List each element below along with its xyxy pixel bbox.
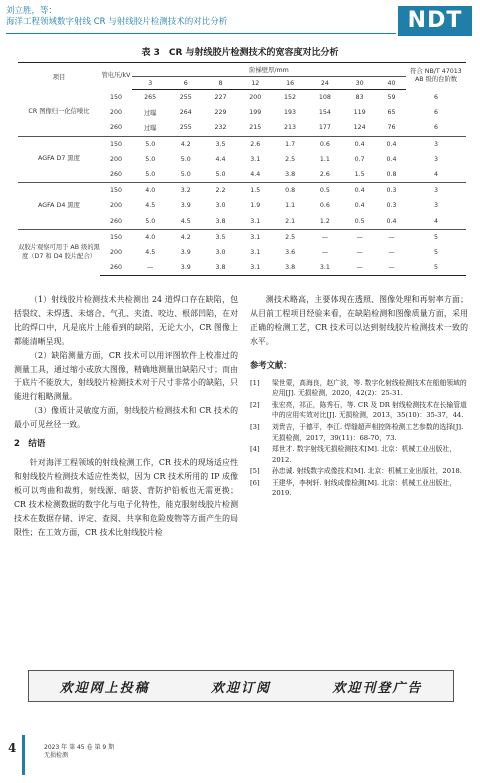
reference-text: 孙忠诚. 射线数字成像技术[M]. 北京：机械工业出版社，2018.: [272, 467, 462, 476]
table-cell: 3.0: [215, 202, 226, 210]
table-cell: 59: [387, 94, 396, 102]
table-cell: 4: [433, 217, 438, 225]
reference-item: [250, 478, 468, 499]
table-cell: 4.4: [250, 171, 261, 179]
table-cell: 3.1: [250, 217, 261, 225]
table-cell: 0.6: [319, 202, 330, 210]
table-cell: 5.0: [145, 171, 156, 179]
table-cell: —: [307, 229, 342, 245]
footer-bar: [22, 735, 25, 775]
reference-text: 刘贵吉，于德平，李江. 焊缝超声相控阵检测工艺参数的选择[J]. 无损检测，2017，39(11)：68-70，73.: [272, 422, 464, 442]
table-cell: 265: [144, 94, 157, 102]
table-cell: 3.8: [285, 171, 296, 179]
banner-text: 欢迎订阅: [210, 680, 271, 696]
table-cell: 0.7: [354, 155, 365, 163]
table-cell: 3.8: [215, 217, 226, 225]
table-cell: 过曝: [143, 110, 157, 118]
group-label: AGFA D7 黑度: [18, 136, 100, 183]
footer-issue: 2023 年 第 45 卷 第 9 期: [44, 744, 115, 751]
table-cell: 4.5: [145, 248, 156, 256]
group-label: CR 图像归一化信噪比: [28, 108, 90, 116]
table-cell: 3.8: [273, 260, 308, 276]
thickness-header: 12: [238, 77, 273, 90]
left-column: [14, 293, 238, 539]
reference-number: [2]: [250, 400, 260, 409]
table-cell: 3.1: [238, 260, 273, 276]
table-row: [18, 183, 466, 199]
table-cell: 108: [318, 94, 331, 102]
table-cell: 154: [318, 109, 331, 117]
table-cell: —: [321, 248, 328, 256]
table-cell: 2.1: [285, 217, 296, 225]
header-rule: [6, 33, 396, 34]
thickness-header: 6: [168, 77, 203, 90]
table-cell: 229: [214, 109, 227, 117]
table-cell: 0.4: [354, 202, 365, 210]
reference-number: [6]: [250, 478, 260, 487]
table-cell: 3: [433, 155, 438, 163]
table-cell: 1.7: [273, 136, 308, 152]
reference-text: 张宏亮，祁正，陈秀石，等. CR 及 DR 射线检测技术在长输管道中的应用实效对比[J]. 无损检测，2013，35(10)：35-37，44.: [272, 400, 467, 420]
reference-text: 郑世才. 数字射线无损检测技术[M]. 北京：机械工业出版社，2012.: [272, 445, 457, 464]
table-cell: 3.2: [168, 183, 203, 199]
table-cell: 200: [109, 109, 123, 117]
table-cell: —: [132, 260, 168, 276]
table-cell: 4.0: [132, 183, 168, 199]
reference-item: [250, 400, 468, 421]
comparison-table: [18, 62, 466, 276]
banner-text: 欢迎网上投稿: [59, 680, 150, 696]
table-cell: 3: [433, 202, 438, 210]
table-cell: 150: [100, 229, 132, 245]
table-cell: 6: [433, 93, 438, 101]
table-cell: 199: [249, 109, 262, 117]
table-cell: 3.5: [203, 229, 238, 245]
footer-journal: 无损检测: [44, 752, 69, 759]
thickness-header: 30: [342, 77, 377, 90]
thickness-header: 16: [273, 77, 308, 90]
table-cell: 227: [214, 94, 227, 102]
table-cell: 177: [318, 124, 331, 132]
table-cell: 150: [100, 183, 132, 199]
table-cell: 6: [433, 124, 438, 132]
thickness-header: 3: [132, 77, 168, 90]
table-cell: 4: [433, 171, 438, 179]
thickness-header: 24: [307, 77, 342, 90]
table-cell: 5: [406, 260, 466, 276]
reference-item: [250, 444, 468, 465]
table-cell: 0.3: [377, 183, 406, 199]
group-label: AGFA D4 黑度: [18, 183, 100, 230]
reference-list: [250, 378, 468, 500]
table-cell: 2.2: [203, 183, 238, 199]
table-cell: 255: [179, 124, 192, 132]
table-cell: 0.8: [273, 183, 308, 199]
table-cell: 119: [353, 109, 366, 117]
col-item-header: 项目: [18, 63, 100, 90]
table-cell: 5.0: [145, 217, 156, 225]
table-cell: 1.9: [250, 202, 261, 210]
footer-info: [44, 744, 114, 760]
header-title: [6, 6, 227, 28]
table-cell: 5.0: [215, 171, 226, 179]
table-row: [18, 136, 466, 152]
table-cell: 232: [214, 124, 227, 132]
col-kv-header: 管电压/kV: [100, 63, 132, 90]
table-cell: 1.1: [319, 155, 330, 163]
table-cell: 过曝: [143, 125, 157, 133]
table-cell: 3: [406, 183, 466, 199]
table-cell: 152: [284, 94, 297, 102]
table-cell: 0.6: [307, 136, 342, 152]
table-cell: 264: [179, 109, 192, 117]
table-cell: 3.5: [203, 136, 238, 152]
paragraph: 测技术略高，主要体现在透照、图像处理和再射率方面；从目前工程项目经验来看，在缺陷检测和图像质量方面，采用正确的检测工艺，CR 技术可以达到射线胶片检测技术一致的水平。: [250, 295, 468, 346]
table-cell: 5: [433, 248, 438, 256]
table-cell: 3.6: [285, 248, 296, 256]
table-cell: 124: [353, 124, 366, 132]
table-cell: 2.6: [238, 136, 273, 152]
table-cell: 3.9: [180, 202, 191, 210]
paragraph: （3）像质计灵敏度方面，射线胶片检测技术和 CR 技术的最小可见丝径一致。: [14, 406, 238, 430]
promo-banner: [28, 670, 454, 702]
table-cell: 4.4: [215, 155, 226, 163]
table-cell: 4.5: [180, 217, 191, 225]
table-cell: 0.4: [342, 136, 377, 152]
table-cell: 193: [284, 109, 297, 117]
table-cell: 3.9: [168, 260, 203, 276]
paragraph: （2）缺陷测量方面，CR 技术可以用评图软件上校准过的测量工具，通过缩小或放大图像，精确地测量出缺陷尺寸；而由于底片不能放大，射线胶片检测技术对于尺寸非常小的缺陷，只能进行粗略测量。: [14, 350, 238, 402]
thickness-header: 8: [203, 77, 238, 90]
header-authors: 刘立胜，等：: [6, 6, 58, 16]
table-cell: 76: [387, 124, 396, 132]
table-cell: 4.2: [168, 136, 203, 152]
running-header: [0, 0, 480, 40]
table-cell: —: [377, 229, 406, 245]
table-cell: —: [388, 248, 395, 256]
table-cell: 3.1: [238, 229, 273, 245]
table-cell: —: [356, 248, 363, 256]
section-heading: 2 结语: [14, 439, 46, 450]
table-cell: 260: [100, 260, 132, 276]
table-cell: —: [342, 260, 377, 276]
table-cell: 0.5: [354, 217, 365, 225]
table-cell: 0.4: [386, 217, 397, 225]
table-cell: 3.0: [215, 248, 226, 256]
thickness-header: 40: [377, 77, 406, 90]
reference-item: [250, 422, 468, 443]
table-cell: 255: [179, 94, 192, 102]
table-cell: 3: [406, 136, 466, 152]
table-cell: 2.6: [319, 171, 330, 179]
table-cell: 200: [109, 202, 123, 210]
table-cell: 3.1: [250, 155, 261, 163]
references-heading: 参考文献：: [250, 359, 292, 370]
table-cell: 260: [109, 171, 123, 179]
table-cell: 6: [433, 109, 438, 117]
reference-number: [1]: [250, 378, 260, 387]
table-cell: 0.4: [386, 155, 397, 163]
table-cell: 200: [109, 155, 123, 163]
paragraph: （1）射线胶片检测技术共检测出 24 道焊口存在缺陷，包括裂纹、未焊透、未熔合、气孔、夹渣、咬边、根部凹陷，在对比的焊口中，凡是底片上能看到的缺陷，无论大小，CR 图像上都能清晰呈现。: [14, 295, 238, 346]
table-cell: 65: [387, 109, 396, 117]
table-cell: 1.5: [354, 171, 365, 179]
col-standard-header: 符合 NB/T 47013 AB 级的台阶数: [406, 63, 466, 90]
table-cell: 3.9: [180, 248, 191, 256]
table-row: [18, 90, 466, 106]
reference-text: 王建华，李树轩. 射线成像检测[M]. 北京：机械工业出版社，2019.: [272, 478, 457, 498]
table-cell: 0.4: [377, 136, 406, 152]
table-cell: 260: [109, 217, 123, 225]
table-cell: 4.0: [132, 229, 168, 245]
table-cell: 260: [109, 124, 123, 132]
table-cell: 5: [406, 229, 466, 245]
right-column: [250, 293, 468, 500]
table-cell: 200: [109, 248, 123, 256]
table-cell: —: [377, 260, 406, 276]
banner-text: 欢迎刊登广告: [332, 680, 423, 696]
reference-text: 梁世蒙，高海良，赵广波，等. 数字化射线检测技术在船舶领域的应用[J]. 无损检测，2020，42(2)：25-31.: [272, 378, 467, 398]
header-article-title: 海洋工程领域数字射线 CR 与射线胶片检测技术的对比分析: [6, 17, 228, 27]
table-cell: 0.4: [342, 183, 377, 199]
table-cell: 5.0: [180, 171, 191, 179]
reference-number: [3]: [250, 422, 260, 431]
table-cell: 2.5: [273, 229, 308, 245]
reference-item: [250, 378, 468, 399]
table-cell: 0.8: [386, 171, 397, 179]
col-thickness-header: 阶梯壁厚/mm: [132, 63, 406, 77]
table-cell: 5.0: [132, 136, 168, 152]
reference-number: [4]: [250, 445, 260, 454]
table-caption: 表 3 CR 与射线胶片检测技术的宽容度对比分析: [141, 48, 339, 58]
page-number: 4: [8, 741, 17, 755]
table-cell: 213: [284, 124, 297, 132]
table-cell: 1.2: [319, 217, 330, 225]
table-cell: 3.8: [203, 260, 238, 276]
table-cell: 4.5: [145, 202, 156, 210]
paragraph: 针对海洋工程领域的射线检测工作，CR 技术的现场适应性和射线胶片检测技术适应性类似，因为 CR 技术所用的 IP 成像板可以弯曲和裁剪，射线源、暗袋、背防护铅板也无需更换；CR 技术检测数据的数字化与电子化特性，能克服射线胶片检测技术在数据存储、评定、查阅、共享和危险废物等方面产生的局限性；在工效方面，CR 技术比射线胶片检: [14, 457, 238, 537]
table-cell: 150: [100, 136, 132, 152]
table-cell: 3.1: [250, 248, 261, 256]
table-cell: 2.5: [285, 155, 296, 163]
table-cell: 200: [249, 94, 262, 102]
table-cell: 3.1: [307, 260, 342, 276]
table-cell: 4.2: [168, 229, 203, 245]
table-cell: 5.0: [180, 155, 191, 163]
group-label: 双胶片观察可用于 AB 级的黑度（D7 和 D4 胶片配合）: [18, 229, 100, 276]
table-cell: 215: [249, 124, 262, 132]
table-cell: 1.5: [238, 183, 273, 199]
reference-item: [250, 466, 468, 477]
journal-logo: NDT: [398, 6, 472, 36]
table-row: [18, 229, 466, 245]
table-cell: —: [342, 229, 377, 245]
table-cell: 83: [355, 94, 364, 102]
table-cell: 0.3: [386, 202, 397, 210]
table-cell: 0.5: [307, 183, 342, 199]
table-cell: 1.1: [285, 202, 296, 210]
reference-number: [5]: [250, 467, 260, 476]
table-cell: 150: [109, 93, 123, 101]
table-cell: 5.0: [145, 155, 156, 163]
